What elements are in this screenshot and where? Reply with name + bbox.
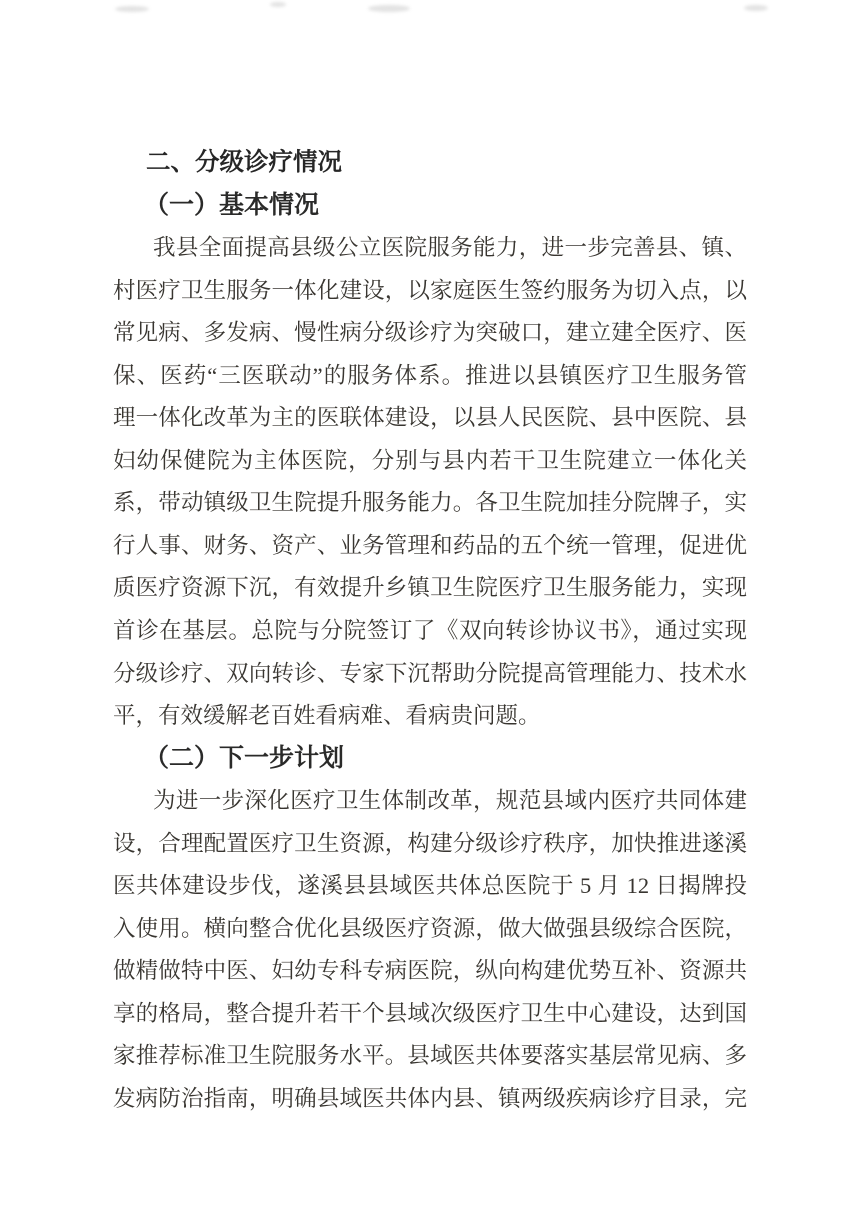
text-line: 做精做特中医、妇幼专科专病医院，纵向构建优势互补、资源共 (113, 958, 747, 984)
scan-artifact (744, 5, 768, 11)
text-line: 行人事、财务、资产、业务管理和药品的五个统一管理，促进优 (113, 532, 747, 558)
text-line: 发病防治指南，明确县域医共体内县、镇两级疾病诊疗目录，完 (113, 1086, 747, 1112)
text-line: 常见病、多发病、慢性病分级诊疗为突破口，建立建全医疗、医 (113, 320, 747, 346)
scan-artifact (270, 2, 286, 7)
text-line: 首诊在基层。总院与分院签订了《双向转诊协议书》，通过实现 (113, 618, 747, 644)
text-line: 系，带动镇级卫生院提升服务能力。各卫生院加挂分院牌子，实 (113, 490, 747, 516)
text-line: 为进一步深化医疗卫生体制改革，规范县域内医疗共同体建 (153, 788, 747, 814)
text-line: 家推荐标准卫生院服务水平。县域医共体要落实基层常见病、多 (113, 1043, 747, 1069)
subsection-2-heading: （二）下一步计划 (144, 744, 345, 772)
text-line: 理一体化改革为主的医联体建设，以县人民医院、县中医院、县 (113, 405, 747, 431)
text-line: 医共体建设步伐，遂溪县县域医共体总医院于 5 月 12 日揭牌投 (113, 873, 747, 899)
document-body (113, 142, 747, 1121)
text-line: 享的格局，整合提升若干个县域次级医疗卫生中心建设，达到国 (113, 1000, 747, 1026)
text-line: 我县全面提高县级公立医院服务能力，进一步完善县、镇、 (153, 235, 747, 261)
text-line: 平，有效缓解老百姓看病难、看病贵问题。 (113, 703, 541, 729)
text-line: 妇幼保健院为主体医院，分别与县内若干卫生院建立一体化关 (113, 447, 747, 473)
subsection-1-heading: （一）基本情况 (144, 191, 320, 219)
text-line: 设，合理配置医疗卫生资源，构建分级诊疗秩序，加快推进遂溪 (113, 830, 747, 856)
text-line: 入使用。横向整合优化县级医疗资源，做大做强县级综合医院， (113, 915, 747, 941)
text-line: 分级诊疗、双向转诊、专家下沉帮助分院提高管理能力、技术水 (113, 660, 747, 686)
text-line: 村医疗卫生服务一体化建设，以家庭医生签约服务为切入点，以 (113, 277, 747, 303)
text-line: 保、医药“三医联动”的服务体系。推进以县镇医疗卫生服务管 (113, 362, 747, 388)
scan-artifact (115, 6, 149, 12)
section-heading: 二、分级诊疗情况 (146, 149, 342, 176)
scan-artifact (368, 5, 410, 12)
text-line: 质医疗资源下沉，有效提升乡镇卫生院医疗卫生服务能力，实现 (113, 575, 747, 601)
